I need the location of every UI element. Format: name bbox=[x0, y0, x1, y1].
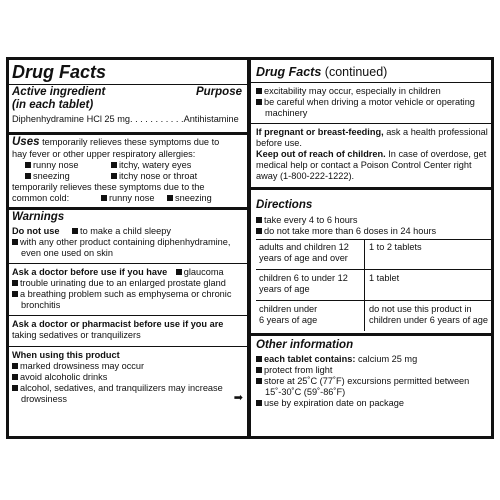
symptom: sneezing bbox=[175, 193, 212, 203]
do-not-use-label: Do not use bbox=[12, 226, 60, 236]
bullet bbox=[25, 162, 31, 168]
symptom: itchy, watery eyes bbox=[119, 160, 192, 170]
uses-cold-line-2: common cold: bbox=[12, 193, 70, 203]
other-line: 15˚-30˚C (59˚-86˚F) bbox=[265, 387, 346, 397]
drug-facts-title: Drug Facts bbox=[12, 62, 107, 82]
reach-line: medical help or contact a Poison Control Center right bbox=[256, 160, 472, 170]
direction-line bbox=[256, 226, 436, 237]
uses-symptoms-row bbox=[25, 160, 78, 171]
bullet bbox=[12, 385, 18, 391]
uses-line-2: hay fever or other upper respiratory allergies: bbox=[12, 149, 196, 159]
dose-cell: 1 to 2 tablets bbox=[369, 242, 422, 252]
symptom: itchy nose or throat bbox=[119, 171, 198, 181]
uses-intro: temporarily relieves these symptoms due to bbox=[42, 137, 220, 147]
divider bbox=[251, 187, 491, 190]
dose-cell: do not use this product in bbox=[369, 304, 472, 314]
continued-title bbox=[256, 65, 387, 80]
uses-symptoms-row bbox=[25, 171, 70, 182]
uses-heading: Uses bbox=[12, 136, 40, 148]
pregnancy-line: before use. bbox=[256, 138, 302, 148]
warning-text: marked drowsiness may occur bbox=[20, 361, 145, 371]
bullet bbox=[25, 173, 31, 179]
cont-line: machinery bbox=[265, 108, 308, 118]
other-text: protect from light bbox=[264, 365, 333, 375]
age-cell: children 6 to under 12 bbox=[259, 273, 348, 283]
cont-line bbox=[256, 86, 441, 97]
cont-line bbox=[256, 97, 475, 108]
other-line bbox=[256, 365, 332, 376]
divider bbox=[9, 207, 247, 210]
divider bbox=[251, 333, 491, 336]
ask-doctor-line bbox=[12, 267, 224, 278]
right-panel bbox=[251, 60, 491, 436]
direction-text: do not take more than 6 doses in 24 hours bbox=[264, 226, 437, 236]
pregnancy-text: ask a health professional bbox=[386, 127, 488, 137]
continued-suffix: (continued) bbox=[324, 65, 388, 79]
bullet bbox=[256, 367, 262, 373]
warning-text: alcohol, sedatives, and tranquilizers may increase bbox=[20, 383, 223, 393]
directions-heading: Directions bbox=[256, 199, 313, 211]
uses-cold-line-1: temporarily relieves these symptoms due to the bbox=[12, 182, 205, 192]
active-ingredient-sub: (in each tablet) bbox=[12, 99, 94, 111]
when-using-line bbox=[12, 361, 144, 372]
warning-text: be careful when driving a motor vehicle or operating bbox=[264, 97, 475, 107]
divider bbox=[9, 315, 247, 316]
ask-doctor-label: Ask a doctor before use if you have bbox=[12, 267, 168, 277]
divider bbox=[251, 123, 491, 124]
other-line bbox=[256, 398, 404, 409]
bullet bbox=[256, 228, 262, 234]
direction-line bbox=[256, 215, 357, 226]
warnings-heading: Warnings bbox=[12, 211, 65, 223]
bullet bbox=[256, 99, 262, 105]
do-not-use-line bbox=[12, 237, 230, 248]
other-label: each tablet contains: bbox=[264, 354, 356, 364]
bullet bbox=[111, 162, 117, 168]
table-rule bbox=[256, 300, 491, 301]
when-using-line bbox=[12, 372, 107, 383]
direction-text: take every 4 to 6 hours bbox=[264, 215, 358, 225]
left-panel bbox=[9, 60, 247, 436]
bullet bbox=[101, 195, 107, 201]
bullet bbox=[12, 363, 18, 369]
pregnancy-label: If pregnant or breast-feeding, bbox=[256, 127, 384, 137]
bullet bbox=[167, 195, 173, 201]
other-line bbox=[256, 376, 469, 387]
other-text: store at 25˚C (77˚F) excursions permitted between bbox=[264, 376, 470, 386]
bullet bbox=[256, 88, 262, 94]
table-rule bbox=[256, 269, 491, 270]
warning-text: glaucoma bbox=[183, 267, 224, 277]
uses-cold-item bbox=[167, 193, 212, 204]
divider bbox=[251, 82, 491, 83]
warning-text: excitability may occur, especially in children bbox=[264, 86, 441, 96]
ingredient-line: Diphenhydramine HCl 25 mg. . . . . . . . . . .Antihistamine bbox=[12, 114, 239, 124]
ask-doctor-line: bronchitis bbox=[21, 300, 61, 310]
continued-title-main: Drug Facts bbox=[256, 65, 322, 79]
age-cell: years of age and over bbox=[259, 253, 348, 263]
when-using-line: drowsiness bbox=[21, 394, 67, 404]
warning-text: a breathing problem such as emphysema or chronic bbox=[20, 289, 232, 299]
uses-cold-item bbox=[101, 193, 154, 204]
bullet bbox=[12, 291, 18, 297]
reach-line: away (1-800-222-1222). bbox=[256, 171, 355, 181]
uses-line-1 bbox=[12, 137, 219, 148]
bullet bbox=[72, 228, 78, 234]
continue-arrow-icon: ➡ bbox=[233, 392, 243, 404]
age-cell: children under bbox=[259, 304, 318, 314]
symptom: sneezing bbox=[33, 171, 70, 181]
warning-text: to make a child sleepy bbox=[80, 226, 171, 236]
bullet bbox=[12, 374, 18, 380]
age-cell: years of age bbox=[259, 284, 310, 294]
dosage-table bbox=[256, 239, 491, 331]
pregnancy-line bbox=[256, 127, 488, 138]
purpose-heading: Purpose bbox=[195, 86, 242, 98]
other-text: calcium 25 mg bbox=[357, 354, 418, 364]
ask-pharm-text: taking sedatives or tranquilizers bbox=[12, 330, 141, 340]
dose-cell: children under 6 years of age bbox=[369, 315, 489, 325]
ask-doctor-line bbox=[12, 289, 231, 300]
bullet bbox=[256, 356, 262, 362]
bullet bbox=[12, 280, 18, 286]
bullet bbox=[256, 400, 262, 406]
warning-text: with any other product containing diphenhydramine, bbox=[20, 237, 231, 247]
do-not-use-line bbox=[12, 226, 171, 237]
do-not-use-line: even one used on skin bbox=[21, 248, 113, 258]
uses-symptoms-row bbox=[111, 160, 191, 171]
symptom: runny nose bbox=[109, 193, 155, 203]
ask-pharm-label: Ask a doctor or pharmacist before use if you are bbox=[12, 319, 224, 329]
bullet bbox=[12, 239, 18, 245]
table-rule bbox=[256, 239, 491, 240]
warning-text: trouble urinating due to an enlarged prostate gland bbox=[20, 278, 226, 288]
divider bbox=[9, 84, 247, 85]
bullet bbox=[256, 378, 262, 384]
reach-line bbox=[256, 149, 486, 160]
age-cell: 6 years of age bbox=[259, 315, 318, 325]
other-info-heading: Other information bbox=[256, 339, 354, 351]
dose-cell: 1 tablet bbox=[369, 273, 400, 283]
divider bbox=[9, 132, 247, 135]
symptom: runny nose bbox=[33, 160, 79, 170]
age-cell: adults and children 12 bbox=[259, 242, 349, 252]
warning-text: avoid alcoholic drinks bbox=[20, 372, 108, 382]
active-ingredient-heading: Active ingredient bbox=[12, 86, 106, 98]
divider bbox=[9, 263, 247, 264]
other-text: use by expiration date on package bbox=[264, 398, 404, 408]
uses-symptoms-row bbox=[111, 171, 197, 182]
ask-doctor-line bbox=[12, 278, 226, 289]
bullet bbox=[176, 269, 182, 275]
when-using-line bbox=[12, 383, 223, 394]
reach-label: Keep out of reach of children. bbox=[256, 149, 386, 159]
when-using-label: When using this product bbox=[12, 350, 120, 360]
bullet bbox=[256, 217, 262, 223]
divider bbox=[9, 346, 247, 347]
reach-text: In case of overdose, get bbox=[388, 149, 487, 159]
bullet bbox=[111, 173, 117, 179]
other-line bbox=[256, 354, 417, 365]
table-column-rule bbox=[364, 239, 365, 331]
